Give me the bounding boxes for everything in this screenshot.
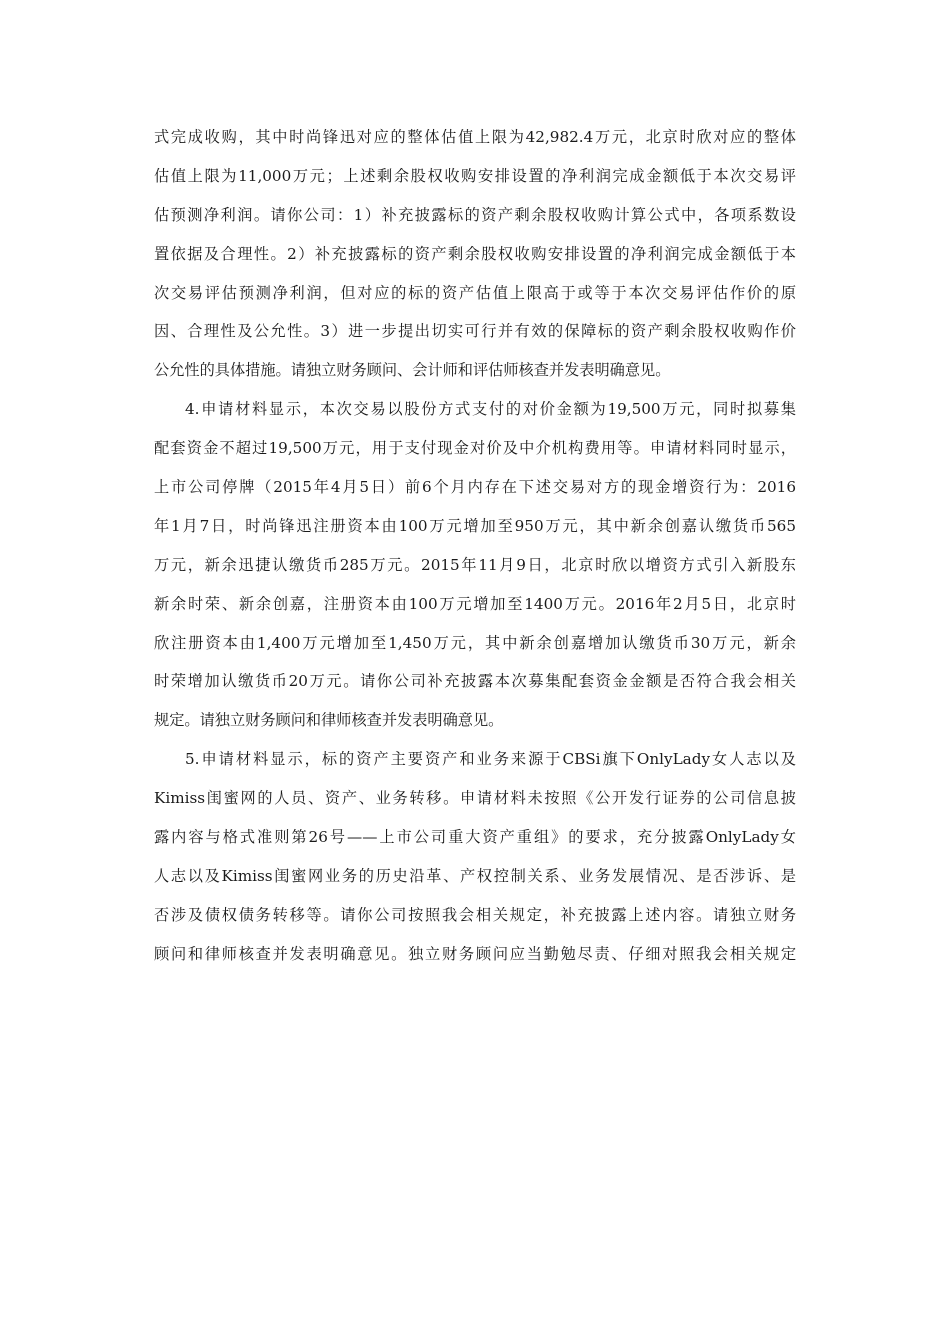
- text-line: 万元，新余迅捷认缴货币285万元。2015年11月9日，北京时欣以增资方式引入新股东: [154, 555, 796, 574]
- text-line: 顾问和律师核查并发表明确意见。独立财务顾问应当勤勉尽责、仔细对照我会相关规定: [154, 944, 796, 963]
- text-line: 公允性的具体措施。请独立财务顾问、会计师和评估师核查并发表明确意见。: [154, 361, 671, 380]
- text-line: 置依据及合理性。2）补充披露标的资产剩余股权收购安排设置的净利润完成金额低于本: [154, 244, 796, 263]
- text-line: 上市公司停牌（2015年4月5日）前6个月内存在下述交易对方的现金增资行为：2016: [154, 478, 796, 497]
- text-line: 式完成收购，其中时尚锋迅对应的整体估值上限为42,982.4万元，北京时欣对应的整体: [154, 128, 796, 146]
- document-body: [154, 118, 796, 974]
- text-line: 露内容与格式准则第26号——上市公司重大资产重组》的要求，充分披露OnlyLady女: [154, 828, 796, 847]
- text-line: 因、合理性及公允性。3）进一步提出切实可行并有效的保障标的资产剩余股权收购作价: [154, 322, 796, 341]
- text-line: 否涉及债权债务转移等。请你公司按照我会相关规定，补充披露上述内容。请独立财务: [154, 905, 796, 924]
- paragraph-3-continued: [154, 118, 796, 390]
- text-line: 年1月7日，时尚锋迅注册资本由100万元增加至950万元，其中新余创嘉认缴货币565: [154, 516, 796, 535]
- text-line: 人志以及Kimiss闺蜜网业务的历史沿革、产权控制关系、业务发展情况、是否涉诉、是: [154, 866, 796, 885]
- text-line: 欣注册资本由1,400万元增加至1,450万元，其中新余创嘉增加认缴货币30万元，新余: [154, 633, 796, 652]
- text-line: 估值上限为11,000万元；上述剩余股权收购安排设置的净利润完成金额低于本次交易评: [154, 166, 796, 185]
- text-line: 估预测净利润。请你公司：1）补充披露标的资产剩余股权收购计算公式中，各项系数设: [154, 205, 796, 224]
- text-line: 次交易评估预测净利润，但对应的标的资产估值上限高于或等于本次交易评估作价的原: [154, 283, 796, 302]
- text-line: 4.申请材料显示，本次交易以股份方式支付的对价金额为19,500万元，同时拟募集: [185, 400, 796, 419]
- text-line: 时荣增加认缴货币20万元。请你公司补充披露本次募集配套资金金额是否符合我会相关: [154, 672, 796, 691]
- text-line: 5.申请材料显示，标的资产主要资产和业务来源于CBSi旗下OnlyLady女人志以及: [185, 750, 796, 769]
- text-line: 配套资金不超过19,500万元，用于支付现金对价及中介机构费用等。申请材料同时显示，: [154, 439, 796, 458]
- text-line: 规定。请独立财务顾问和律师核查并发表明确意见。: [154, 711, 504, 730]
- text-line: Kimiss闺蜜网的人员、资产、业务转移。申请材料未按照《公开发行证券的公司信息披: [154, 789, 796, 808]
- paragraph-5: [154, 740, 796, 973]
- paragraph-4: [154, 390, 796, 740]
- text-line: 新余时荣、新余创嘉，注册资本由100万元增加至1400万元。2016年2月5日，北京时: [154, 594, 796, 613]
